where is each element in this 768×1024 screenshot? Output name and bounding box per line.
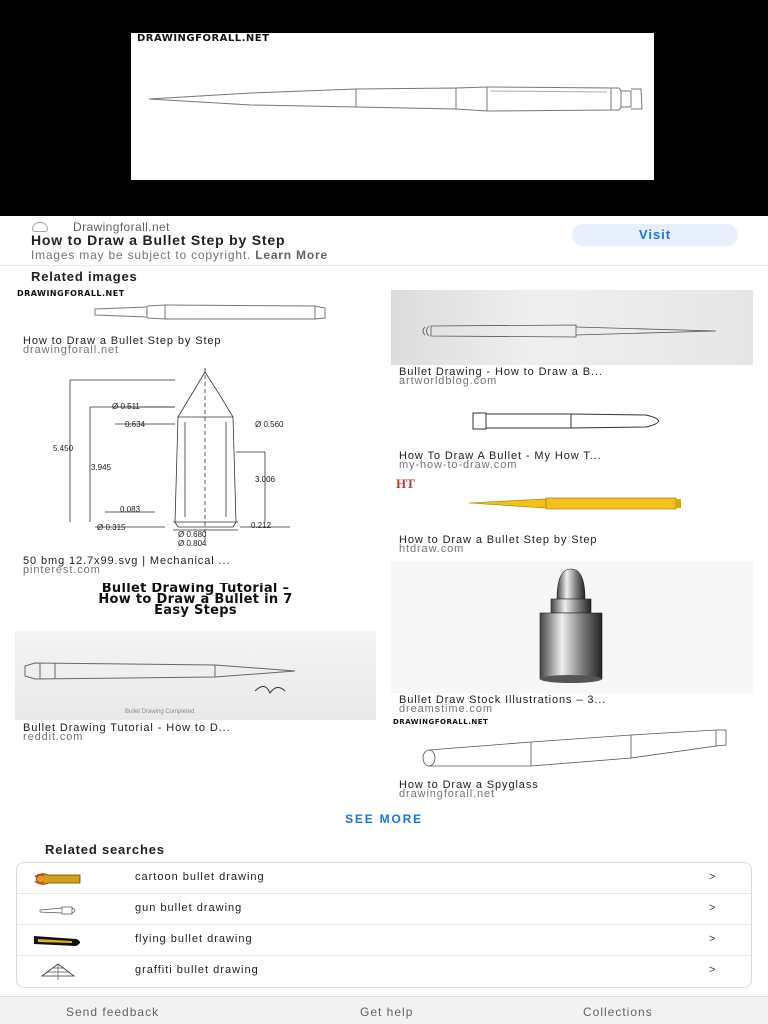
related-search-label: flying bullet drawing (135, 933, 253, 945)
related-images-heading: Related images (31, 269, 138, 284)
related-search-item[interactable] (17, 956, 752, 987)
site-favicon-icon (32, 222, 48, 232)
dimension-label: Ø 0.560 (255, 420, 284, 429)
bullet-sketch (391, 290, 753, 365)
related-search-item[interactable] (17, 863, 752, 894)
related-image-source: artworldblog.com (399, 375, 498, 387)
spyglass-sketch (391, 718, 753, 776)
send-feedback-link[interactable]: Send feedback (66, 1005, 160, 1019)
search-thumbnail (32, 898, 84, 921)
related-image-title[interactable]: Bullet Drawing - How to Draw a B... (399, 366, 603, 378)
hero-image[interactable] (131, 33, 654, 180)
related-image-title[interactable]: Bullet Drawing Tutorial - How to D... (23, 722, 231, 734)
get-help-link[interactable]: Get help (360, 1005, 414, 1019)
see-more-link[interactable]: SEE MORE (345, 812, 423, 826)
related-image-tile[interactable] (391, 393, 753, 449)
learn-more-link[interactable]: Learn More (255, 248, 328, 262)
photo-caption: Bullet Drawing Completed (125, 709, 195, 715)
headline-line: How to Draw a Bullet in 7 (98, 592, 293, 607)
hero-image-area (0, 0, 768, 216)
dimension-label: 0.083 (120, 505, 141, 514)
divider (0, 265, 768, 266)
related-image-tile[interactable] (15, 289, 376, 334)
related-search-label: cartoon bullet drawing (135, 871, 265, 883)
dimension-label: Ø 0.680 (178, 530, 207, 539)
copyright-notice (31, 248, 328, 262)
chevron-right-icon: > (709, 964, 716, 976)
gun-bullet-icon (32, 898, 84, 921)
related-image-tile[interactable] (391, 561, 753, 693)
flying-bullet-icon (32, 929, 84, 952)
watermark: HT (396, 476, 415, 491)
related-image-title[interactable]: How To Draw A Bullet - My How T... (399, 450, 602, 462)
related-image-title[interactable]: How to Draw a Spyglass (399, 779, 539, 791)
graffiti-bullet-icon (32, 960, 84, 983)
dimension-label: 0.634 (125, 420, 146, 429)
tutorial-headline (15, 583, 376, 631)
tutorial-photo (15, 631, 376, 720)
bullet-sketch (131, 33, 654, 180)
headline-line: Bullet Drawing Tutorial – (101, 583, 290, 596)
bullet-sketch (391, 476, 753, 532)
watermark: DRAWINGFORALL.NET (137, 33, 270, 44)
footer-bar (0, 996, 768, 1024)
related-image-title[interactable]: Bullet Draw Stock Illustrations – 3... (399, 694, 607, 706)
copyright-text: Images may be subject to copyright. (31, 248, 252, 262)
related-image-source: reddit.com (23, 731, 84, 743)
related-image-tile[interactable] (391, 476, 753, 532)
source-site[interactable]: Drawingforall.net (73, 220, 170, 234)
search-thumbnail (32, 867, 84, 890)
collections-link[interactable]: Collections (583, 1005, 653, 1019)
dimension-label: Ø 0.511 (112, 402, 140, 411)
related-image-source: my-how-to-draw.com (399, 459, 518, 471)
related-image-title[interactable]: How to Draw a Bullet Step by Step (23, 335, 222, 347)
watermark: DRAWINGFORALL.NET (393, 718, 489, 726)
technical-drawing (15, 362, 376, 552)
bullet-sketch (391, 393, 753, 449)
dimension-label: Ø 0.315 (97, 523, 126, 532)
dimension-label: Ø 0.804 (178, 539, 207, 548)
related-image-source: pinterest.com (23, 564, 101, 576)
result-title[interactable]: How to Draw a Bullet Step by Step (31, 232, 286, 248)
bullet-sketch (391, 561, 753, 693)
related-image-tile[interactable] (15, 362, 376, 552)
related-image-source: drawingforall.net (399, 788, 496, 800)
dimension-label: 0.212 (251, 521, 272, 530)
related-image-tile[interactable] (391, 290, 753, 365)
related-searches-list (16, 862, 752, 988)
related-search-label: gun bullet drawing (135, 902, 243, 914)
chevron-right-icon: > (709, 902, 716, 914)
visit-button[interactable]: Visit (572, 224, 738, 246)
related-search-item[interactable] (17, 894, 752, 925)
related-image-source: drawingforall.net (23, 344, 120, 356)
result-info (0, 216, 768, 266)
related-image-tile[interactable] (391, 718, 753, 776)
related-image-title[interactable]: 50 bmg 12.7x99.svg | Mechanical ... (23, 555, 231, 567)
related-image-tile[interactable] (15, 583, 376, 720)
cartoon-bullet-icon (32, 867, 84, 890)
watermark: DRAWINGFORALL.NET (17, 289, 125, 298)
dimension-label: 5.450 (53, 444, 74, 453)
dimension-label: 3.945 (91, 463, 112, 472)
chevron-right-icon: > (709, 933, 716, 945)
related-search-label: graffiti bullet drawing (135, 964, 259, 976)
bullet-sketch (15, 289, 376, 334)
search-thumbnail (32, 960, 84, 983)
bullet-sketch (15, 631, 376, 720)
search-thumbnail (32, 929, 84, 952)
dimension-label: 3.006 (255, 475, 276, 484)
related-searches-heading: Related searches (45, 842, 165, 857)
headline-line: Easy Steps (154, 603, 237, 618)
related-image-title[interactable]: How to Draw a Bullet Step by Step (399, 534, 598, 546)
related-image-source: htdraw.com (399, 543, 465, 555)
chevron-right-icon: > (709, 871, 716, 883)
related-image-source: dreamstime.com (399, 703, 493, 715)
related-search-item[interactable] (17, 925, 752, 956)
